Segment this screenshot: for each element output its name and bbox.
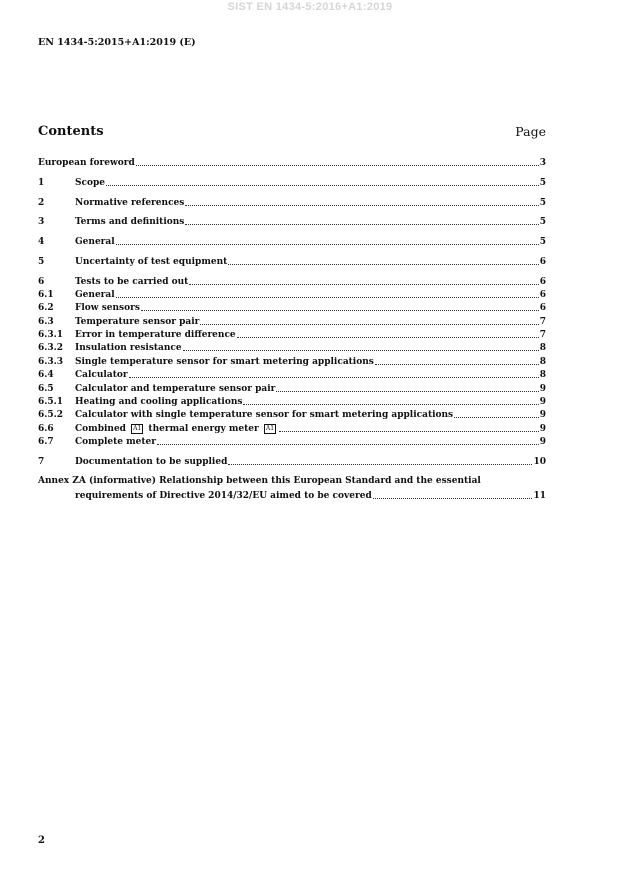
toc-entry-6-3-3[interactable] bbox=[38, 355, 546, 368]
toc-entry-6-3[interactable] bbox=[38, 315, 546, 328]
toc-page: 8 bbox=[539, 370, 546, 380]
toc-page: 8 bbox=[539, 357, 546, 367]
toc-number: 3 bbox=[38, 217, 45, 227]
toc-entry-1[interactable] bbox=[38, 176, 546, 189]
toc-title: Single temperature sensor for smart metering applications bbox=[75, 357, 374, 367]
toc-number: 6.5.2 bbox=[38, 410, 64, 420]
toc-entry-6-3-2[interactable] bbox=[38, 341, 546, 354]
toc-number: 6 bbox=[38, 277, 45, 287]
toc-title-part: thermal energy meter bbox=[148, 424, 259, 434]
toc-title: requirements of Directive 2014/32/EU aimed to be covered bbox=[75, 491, 372, 501]
toc-number: 6.2 bbox=[38, 303, 54, 313]
toc-title: Heating and cooling applications bbox=[75, 397, 243, 407]
toc-title: Scope bbox=[75, 178, 106, 188]
toc-page: 5 bbox=[539, 237, 546, 247]
toc-title: Tests to be carried out bbox=[75, 277, 189, 287]
toc-number: 6.7 bbox=[38, 437, 54, 447]
toc-entry-6-6[interactable] bbox=[38, 422, 546, 435]
toc-entry-6[interactable] bbox=[38, 275, 546, 288]
toc-number: 6.3 bbox=[38, 317, 54, 327]
toc-entry-6-3-1[interactable] bbox=[38, 328, 546, 341]
watermark: SIST EN 1434-5:2016+A1:2019 bbox=[227, 1, 393, 13]
toc-page: 5 bbox=[539, 198, 546, 208]
toc-entry-6-2[interactable] bbox=[38, 301, 546, 314]
page-column-label: Page bbox=[515, 124, 546, 139]
toc-title: General bbox=[75, 290, 115, 300]
toc-title-part: Combined bbox=[75, 424, 126, 434]
toc-entry-6-4[interactable] bbox=[38, 368, 546, 381]
toc-title: Normative references bbox=[75, 198, 185, 208]
toc-title bbox=[75, 423, 278, 435]
toc-number: 6.6 bbox=[38, 424, 54, 434]
page-number: 2 bbox=[38, 835, 45, 846]
toc-entry-4[interactable] bbox=[38, 235, 546, 248]
toc-page: 6 bbox=[539, 277, 546, 287]
toc-number: 6.5 bbox=[38, 384, 54, 394]
toc-page: 6 bbox=[539, 257, 546, 267]
amendment-end-marker: A1 bbox=[265, 424, 275, 432]
toc-number: 6.4 bbox=[38, 370, 54, 380]
toc-entry-7[interactable] bbox=[38, 455, 546, 468]
toc-title: Calculator bbox=[75, 370, 128, 380]
toc-number: 5 bbox=[38, 257, 45, 267]
contents-heading: Contents bbox=[38, 124, 104, 139]
toc-title: Uncertainty of test equipment bbox=[75, 257, 228, 267]
toc-page: 11 bbox=[533, 491, 546, 501]
toc-page: 5 bbox=[539, 178, 546, 188]
toc-entry-3[interactable] bbox=[38, 215, 546, 228]
toc-number: 6.3.3 bbox=[38, 357, 64, 367]
toc-page: 6 bbox=[539, 303, 546, 313]
toc-annex-title-line1[interactable]: Annex ZA (informative) Relationship between this European Standard and the essential bbox=[38, 476, 481, 486]
toc-entry-6-1[interactable] bbox=[38, 288, 546, 301]
toc-entry-2[interactable] bbox=[38, 196, 546, 209]
toc-title: Calculator and temperature sensor pair bbox=[75, 384, 276, 394]
toc-page: 3 bbox=[539, 158, 546, 168]
toc-number: 6.1 bbox=[38, 290, 54, 300]
toc-title: Complete meter bbox=[75, 437, 157, 447]
toc-entry-6-5-2[interactable] bbox=[38, 408, 546, 421]
toc-page: 9 bbox=[539, 410, 546, 420]
toc-title: Flow sensors bbox=[75, 303, 140, 313]
toc-number: 1 bbox=[38, 178, 45, 188]
toc-page: 10 bbox=[533, 457, 546, 467]
toc-title: Error in temperature difference bbox=[75, 330, 236, 340]
toc-title: Temperature sensor pair bbox=[75, 317, 200, 327]
toc-page: 5 bbox=[539, 217, 546, 227]
toc-page: 6 bbox=[539, 290, 546, 300]
toc-number: 7 bbox=[38, 457, 45, 467]
toc-title: European foreword bbox=[38, 158, 135, 168]
toc-page: 7 bbox=[539, 330, 546, 340]
toc-entry-annex-za[interactable] bbox=[38, 489, 546, 502]
toc-entry-6-5-1[interactable] bbox=[38, 395, 546, 408]
toc-page: 8 bbox=[539, 343, 546, 353]
amendment-start-marker: A1 bbox=[133, 424, 142, 432]
toc-entry-6-7[interactable] bbox=[38, 435, 546, 448]
toc-page: 7 bbox=[539, 317, 546, 327]
toc-title: Insulation resistance bbox=[75, 343, 182, 353]
toc-number: 4 bbox=[38, 237, 45, 247]
toc-page: 9 bbox=[539, 384, 546, 394]
toc-entry-6-5[interactable] bbox=[38, 382, 546, 395]
toc-title: Terms and definitions bbox=[75, 217, 185, 227]
toc-title: General bbox=[75, 237, 115, 247]
toc-number: 6.5.1 bbox=[38, 397, 64, 407]
toc-page: 9 bbox=[539, 424, 546, 434]
toc-number: 6.3.2 bbox=[38, 343, 64, 353]
toc-title: Calculator with single temperature sensor for smart metering applications bbox=[75, 410, 454, 420]
toc-page: 9 bbox=[539, 397, 546, 407]
toc-number: 2 bbox=[38, 198, 45, 208]
document-id: EN 1434-5:2015+A1:2019 (E) bbox=[38, 37, 196, 48]
toc-entry-foreword[interactable] bbox=[38, 156, 546, 169]
toc-page: 9 bbox=[539, 437, 546, 447]
toc-number: 6.3.1 bbox=[38, 330, 64, 340]
toc-entry-5[interactable] bbox=[38, 255, 546, 268]
toc-title: Documentation to be supplied bbox=[75, 457, 228, 467]
